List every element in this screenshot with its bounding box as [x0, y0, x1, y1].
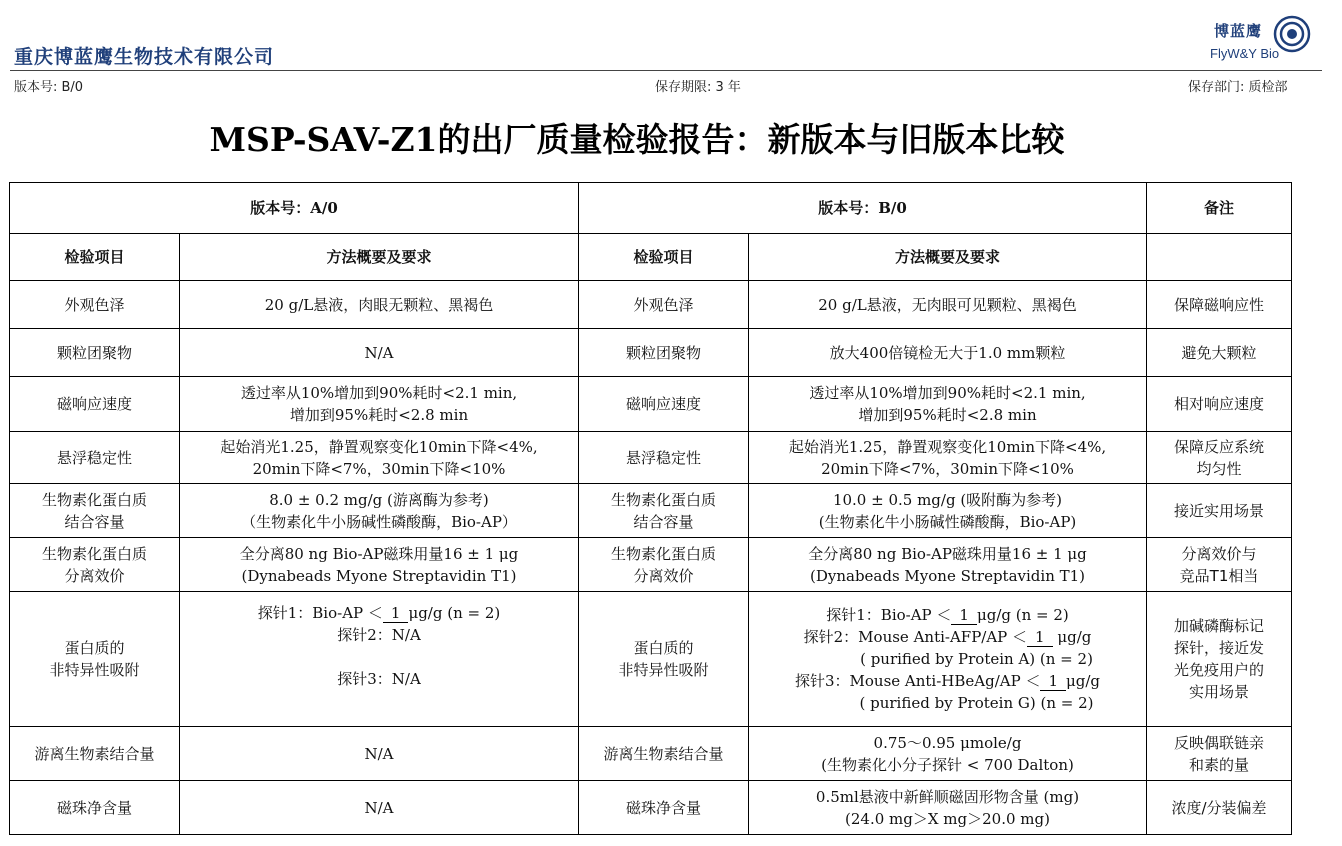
table-row — [10, 781, 1292, 835]
old-method-col-header: 方法概要及要求 — [180, 234, 579, 281]
item-cell: 生物素化蛋白质 分离效价 — [579, 538, 749, 592]
version-number: 版本号: B/0 — [14, 80, 84, 95]
item-cell: 磁响应速度 — [579, 377, 749, 432]
method-cell: N/A — [180, 781, 579, 835]
item-cell: 悬浮稳定性 — [10, 432, 180, 484]
old-version-header: 版本号：A/0 — [10, 183, 579, 234]
probe-1-line: 探针1：Bio-AP ＜ 1 μg/g (n = 2) — [257, 604, 501, 622]
table-row — [10, 281, 1292, 329]
new-method-col-header: 方法概要及要求 — [749, 234, 1147, 281]
retention-period: 保存期限: 3 年 — [655, 80, 741, 95]
item-cell: 生物素化蛋白质 分离效价 — [10, 538, 180, 592]
method-cell: 透过率从10%增加到90%耗时<2.1 min, 增加到95%耗时<2.8 min — [749, 377, 1147, 432]
method-cell: 全分离80 ng Bio-AP磁珠用量16 ± 1 μg (Dynabeads Myone Streptavidin T1) — [180, 538, 579, 592]
method-cell: 起始消光1.25，静置观察变化10min下降<4%, 20min下降<7%，30min下降<10% — [749, 432, 1147, 484]
logo-chinese-text: 博蓝鹰 — [1214, 22, 1263, 40]
probe-cell-new — [749, 592, 1147, 727]
table-row — [10, 484, 1292, 538]
item-cell: 外观色泽 — [10, 281, 180, 329]
company-name: 重庆博蓝鹰生物技术有限公司 — [14, 46, 275, 68]
old-item-col-header: 检验项目 — [10, 234, 180, 281]
company-logo — [1206, 14, 1316, 72]
method-cell: N/A — [180, 329, 579, 377]
method-cell: 0.5ml悬液中新鲜顺磁固形物含量 (mg) (24.0 mg＞X mg＞20.0 mg) — [749, 781, 1147, 835]
method-cell: 透过率从10%增加到90%耗时<2.1 min, 增加到95%耗时<2.8 min — [180, 377, 579, 432]
method-cell: 0.75～0.95 μmole/g (生物素化小分子探针 < 700 Dalton) — [749, 727, 1147, 781]
item-cell: 外观色泽 — [579, 281, 749, 329]
method-cell: 放大400倍镜检无大于1.0 mm颗粒 — [749, 329, 1147, 377]
item-cell: 蛋白质的 非特异性吸附 — [10, 592, 180, 727]
item-cell: 磁响应速度 — [10, 377, 180, 432]
probe-2-line: 探针2：Mouse Anti-AFP/AP ＜ 1 μg/g — [803, 628, 1092, 646]
probe-2-sub: ( purified by Protein A) (n = 2) — [860, 650, 1093, 668]
remark-cell: 加碱磷酶标记 探针，接近发 光免疫用户的 实用场景 — [1147, 592, 1292, 727]
page-title: MSP-SAV-Z1的出厂质量检验报告：新版本与旧版本比较 — [209, 120, 1065, 159]
header-divider — [10, 70, 1322, 71]
item-cell: 蛋白质的 非特异性吸附 — [579, 592, 749, 727]
probe-1-line: 探针1：Bio-AP ＜ 1 μg/g (n = 2) — [826, 606, 1069, 624]
probe-cell-old — [180, 592, 579, 727]
remark-cell: 分离效价与 竞品T1相当 — [1147, 538, 1292, 592]
probe-2-line: 探针2：N/A — [337, 626, 421, 644]
remark-header: 备注 — [1147, 183, 1292, 234]
new-item-col-header: 检验项目 — [579, 234, 749, 281]
item-cell: 生物素化蛋白质 结合容量 — [10, 484, 180, 538]
item-cell: 悬浮稳定性 — [579, 432, 749, 484]
table-row — [10, 432, 1292, 484]
new-version-header: 版本号：B/0 — [579, 183, 1147, 234]
remark-col-header-empty — [1147, 234, 1292, 281]
remark-cell: 反映偶联链亲 和素的量 — [1147, 727, 1292, 781]
item-cell: 磁珠净含量 — [10, 781, 180, 835]
method-cell: 起始消光1.25，静置观察变化10min下降<4%, 20min下降<7%，30min下降<10% — [180, 432, 579, 484]
remark-cell: 相对响应速度 — [1147, 377, 1292, 432]
column-header-row — [10, 234, 1292, 281]
item-cell: 游离生物素结合量 — [579, 727, 749, 781]
logo-english-text: FlyW&Y Bio — [1210, 46, 1280, 61]
remark-cell: 接近实用场景 — [1147, 484, 1292, 538]
department: 保存部门: 质检部 — [1188, 80, 1288, 95]
probe-3-line: 探针3：N/A — [337, 670, 421, 688]
item-cell: 磁珠净含量 — [579, 781, 749, 835]
table-row — [10, 377, 1292, 432]
table-row — [10, 727, 1292, 781]
remark-cell: 保障反应系统 均匀性 — [1147, 432, 1292, 484]
method-cell: 20 g/L悬液，肉眼无颗粒、黑褐色 — [180, 281, 579, 329]
remark-cell: 保障磁响应性 — [1147, 281, 1292, 329]
item-cell: 颗粒团聚物 — [579, 329, 749, 377]
method-cell: 全分离80 ng Bio-AP磁珠用量16 ± 1 μg (Dynabeads Myone Streptavidin T1) — [749, 538, 1147, 592]
remark-cell: 避免大颗粒 — [1147, 329, 1292, 377]
logo-circle-icon — [1272, 14, 1312, 54]
item-cell: 颗粒团聚物 — [10, 329, 180, 377]
probe-3-sub: ( purified by Protein G) (n = 2) — [859, 694, 1094, 712]
table-row — [10, 329, 1292, 377]
table-row — [10, 538, 1292, 592]
comparison-table — [9, 182, 1292, 835]
method-cell: 8.0 ± 0.2 mg/g (游离酶为参考) （生物素化牛小肠碱性磷酸酶，Bio-AP） — [180, 484, 579, 538]
method-cell: 20 g/L悬液，无肉眼可见颗粒、黑褐色 — [749, 281, 1147, 329]
group-header-row — [10, 183, 1292, 234]
table-row — [10, 592, 1292, 727]
probe-3-line: 探针3：Mouse Anti-HBeAg/AP ＜ 1 μg/g — [794, 672, 1101, 690]
item-cell: 游离生物素结合量 — [10, 727, 180, 781]
remark-cell: 浓度/分装偏差 — [1147, 781, 1292, 835]
method-cell: 10.0 ± 0.5 mg/g (吸附酶为参考) (生物素化牛小肠碱性磷酸酶，Bio-AP) — [749, 484, 1147, 538]
item-cell: 生物素化蛋白质 结合容量 — [579, 484, 749, 538]
method-cell: N/A — [180, 727, 579, 781]
